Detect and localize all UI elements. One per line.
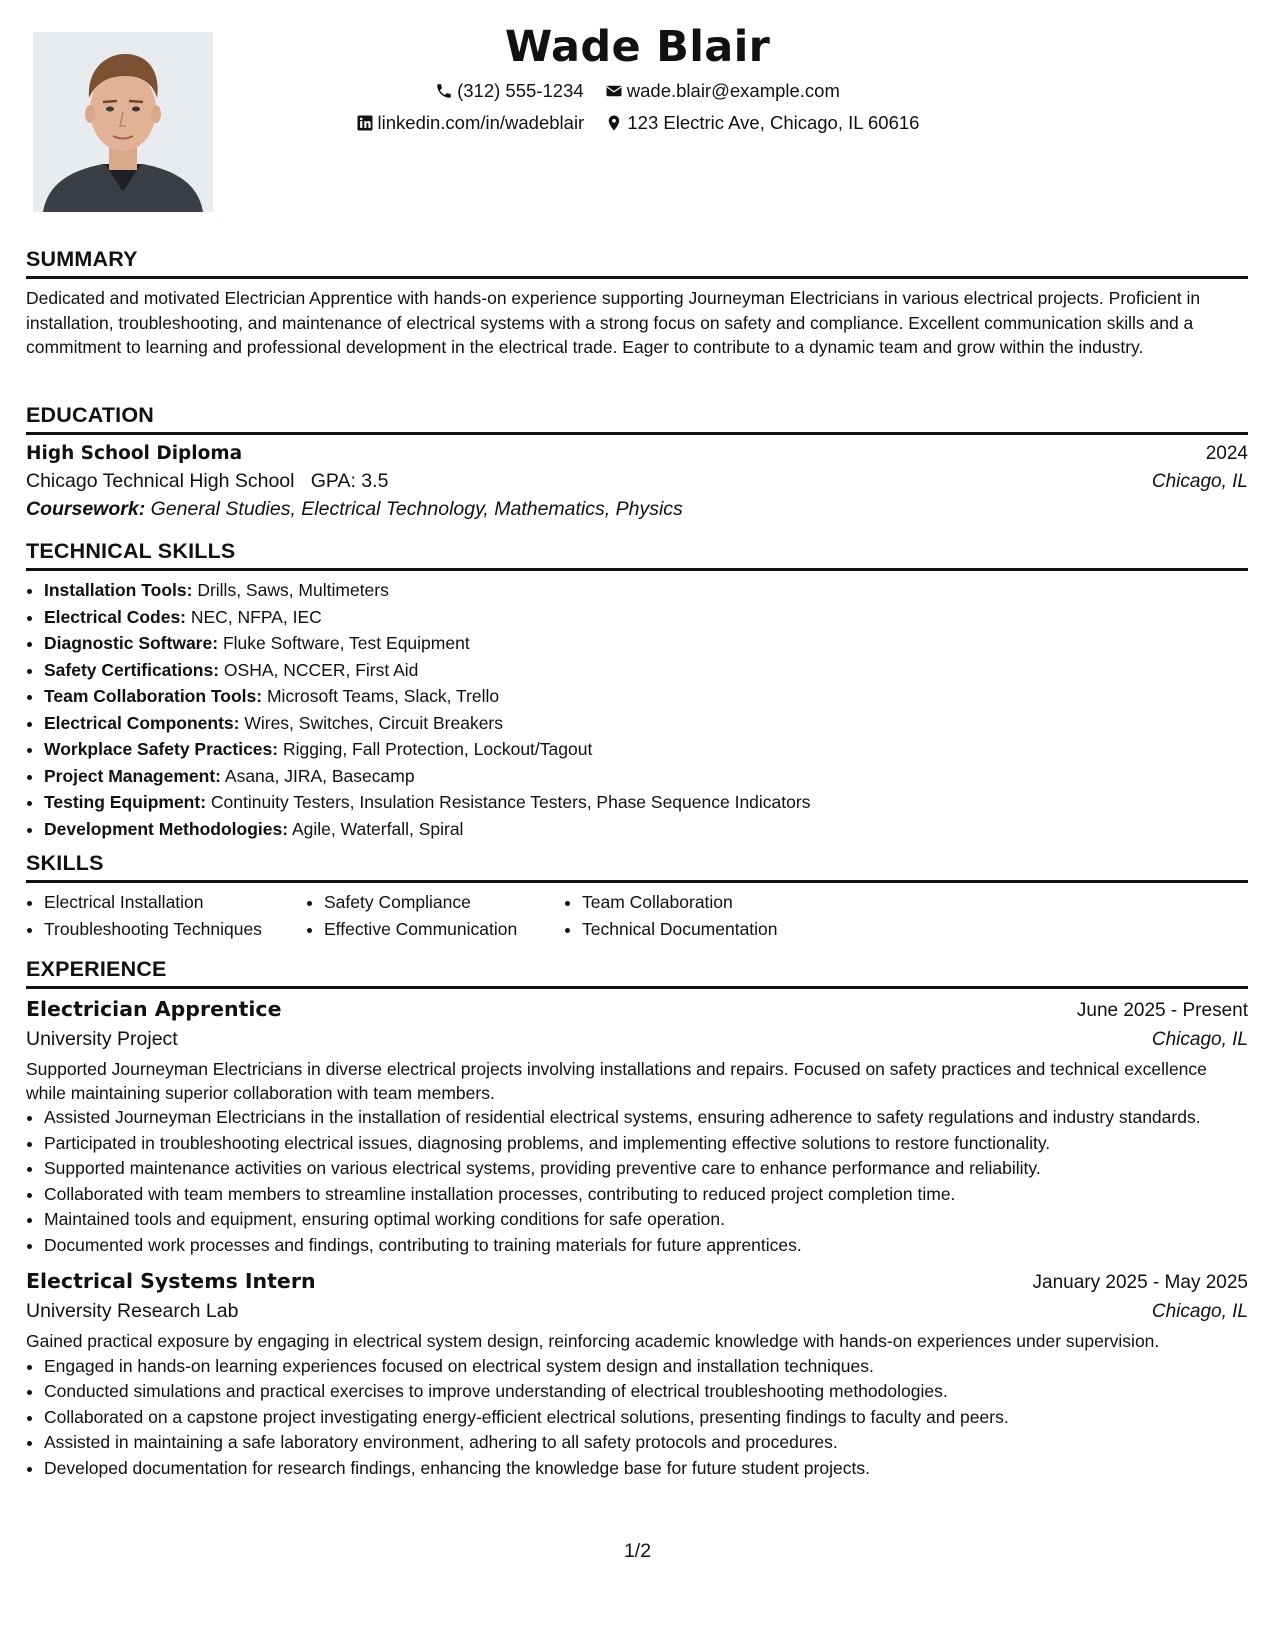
- technical-skill-label: Diagnostic Software:: [44, 633, 219, 653]
- summary-section: [26, 247, 1248, 360]
- skill-item: • Team Collaboration: [582, 889, 842, 916]
- technical-skills-heading: TECHNICAL SKILLS: [26, 539, 1248, 571]
- skills-heading: SKILLS: [26, 851, 1248, 883]
- job-entry: [26, 997, 1248, 1258]
- job-entry: [26, 1269, 1248, 1481]
- technical-skill-value: NEC, NFPA, IEC: [190, 606, 322, 627]
- technical-skill-item: [44, 736, 1248, 763]
- coursework-label: Coursework:: [26, 498, 146, 520]
- school-name: Chicago Technical High School: [26, 470, 295, 492]
- technical-skill-label: Safety Certifications:: [44, 659, 220, 680]
- job-org: University Research Lab: [26, 1300, 239, 1322]
- job-summary: Supported Journeyman Electricians in diverse electrical projects involving installations and repairs. Focused on safety practices and technical excellence while maintaining superior collaboration with team members.: [26, 1059, 1207, 1103]
- job-bullets: [26, 1105, 1248, 1258]
- technical-skill-item: [44, 604, 1248, 631]
- skills-section: [26, 851, 1248, 943]
- skill-item: • Effective Communication: [324, 916, 564, 943]
- degree-title: High School Diploma: [26, 443, 243, 464]
- email-contact[interactable]: [605, 80, 840, 102]
- job-bullet: • Developed documentation for research findings, enhancing the knowledge base for future student projects.: [44, 1456, 1248, 1482]
- phone-text: (312) 555-1234: [457, 80, 584, 101]
- technical-skill-value: Agile, Waterfall, Spiral: [291, 818, 464, 839]
- technical-skill-label: Installation Tools:: [44, 580, 193, 600]
- phone-contact[interactable]: [435, 80, 584, 102]
- job-title-row: [26, 1269, 1248, 1294]
- technical-skill-item: [44, 657, 1248, 684]
- job-dates: June 2025 - Present: [1076, 1000, 1248, 1021]
- address-text: 123 Electric Ave, Chicago, IL 60616: [627, 112, 920, 133]
- education-degree-row: [26, 443, 1248, 465]
- map-marker-icon: [605, 114, 623, 132]
- job-title-row: [26, 997, 1248, 1022]
- technical-skill-value: Microsoft Teams, Slack, Trello: [266, 686, 500, 706]
- technical-skill-label: Team Collaboration Tools:: [44, 686, 263, 706]
- job-bullet: • Maintained tools and equipment, ensuring optimal working conditions for safe operation.: [44, 1207, 1248, 1233]
- job-role: Electrician Apprentice: [26, 997, 282, 1021]
- job-bullet: • Assisted in maintaining a safe laboratory environment, adhering to all safety protocols and procedures.: [44, 1430, 1248, 1456]
- technical-skills-list: [26, 577, 1248, 842]
- technical-skill-value: Continuity Testers, Insulation Resistance Testers, Phase Sequence Indicators: [210, 792, 811, 812]
- skills-columns: [26, 889, 1248, 943]
- phone-icon: [435, 82, 453, 100]
- technical-skill-item: [44, 577, 1248, 604]
- experience-section: [26, 957, 1248, 1481]
- technical-skill-value: Drills, Saws, Multimeters: [197, 580, 389, 600]
- technical-skill-item: [44, 789, 1248, 816]
- job-bullet: • Documented work processes and findings, contributing to training materials for future apprentices.: [44, 1233, 1248, 1259]
- technical-skill-item: [44, 816, 1248, 843]
- experience-heading: EXPERIENCE: [26, 957, 1248, 989]
- technical-skill-value: Wires, Switches, Circuit Breakers: [244, 712, 504, 733]
- job-location: Chicago, IL: [1151, 1301, 1248, 1322]
- job-summary: Gained practical exposure by engaging in electrical system design, reinforcing academic knowledge with hands-on experiences under supervision.: [26, 1331, 1160, 1351]
- technical-skill-label: Electrical Codes:: [44, 606, 186, 627]
- skills-column-2: [306, 889, 564, 943]
- contact-row-2: [0, 112, 1275, 137]
- job-role: Electrical Systems Intern: [26, 1269, 316, 1293]
- technical-skill-label: Electrical Components:: [44, 712, 240, 733]
- technical-skill-label: Development Methodologies:: [44, 818, 289, 839]
- skill-item: • Troubleshooting Techniques: [44, 916, 306, 943]
- linkedin-icon: [356, 114, 374, 132]
- school-location: Chicago, IL: [1151, 471, 1248, 492]
- job-org-row: [26, 1028, 1248, 1051]
- envelope-icon: [605, 82, 623, 100]
- job-bullet: • Collaborated on a capstone project investigating energy-efficient electrical solutions, presenting findings to faculty and peers.: [44, 1405, 1248, 1431]
- degree-year: 2024: [1205, 443, 1248, 464]
- summary-text: Dedicated and motivated Electrician Apprentice with hands-on experience supporting Journeyman Electricians in various electrical projects. Proficient in installation, troubleshooting, and maintenance of electrical systems with a strong focus on safety and compliance. Excellent communication skills and a commitment to learning and professional development in the electrical trade. Eager to contribute to a dynamic team and grow within the industry.: [26, 288, 1201, 357]
- skill-item: • Electrical Installation: [44, 889, 306, 916]
- job-bullet: • Engaged in hands-on learning experiences focused on electrical system design and installation techniques.: [44, 1354, 1248, 1380]
- linkedin-contact[interactable]: [356, 112, 585, 134]
- skill-item: • Technical Documentation: [582, 916, 842, 943]
- skill-item: • Safety Compliance: [324, 889, 564, 916]
- skills-column-1: [26, 889, 306, 943]
- education-school-row: [26, 470, 1248, 493]
- skills-column-3: [564, 889, 842, 943]
- technical-skill-item: [44, 683, 1248, 710]
- education-section: [26, 403, 1248, 521]
- technical-skill-label: Testing Equipment:: [44, 792, 207, 812]
- coursework-list: General Studies, Electrical Technology, Mathematics, Physics: [150, 498, 683, 520]
- job-org-row: [26, 1300, 1248, 1323]
- job-bullet: • Supported maintenance activities on various electrical systems, providing preventive care to enhance performance and reliability.: [44, 1156, 1248, 1182]
- technical-skill-item: [44, 710, 1248, 737]
- job-location: Chicago, IL: [1151, 1029, 1248, 1050]
- summary-heading: SUMMARY: [26, 247, 1248, 279]
- technical-skill-value: Rigging, Fall Protection, Lockout/Tagout: [282, 739, 593, 759]
- school-line: [26, 470, 388, 493]
- technical-skill-value: OSHA, NCCER, First Aid: [223, 659, 419, 680]
- candidate-name: Wade Blair: [504, 22, 771, 72]
- job-dates: January 2025 - May 2025: [1032, 1272, 1248, 1293]
- technical-skill-label: Project Management:: [44, 765, 221, 786]
- job-bullet: • Participated in troubleshooting electrical issues, diagnosing problems, and implementing effective solutions to restore functionality.: [44, 1131, 1248, 1157]
- technical-skill-value: Asana, JIRA, Basecamp: [224, 765, 415, 786]
- education-heading: EDUCATION: [26, 403, 1248, 435]
- coursework-line: [26, 498, 1248, 521]
- page-number: 1/2: [623, 1540, 652, 1562]
- email-text: wade.blair@example.com: [626, 80, 840, 101]
- job-bullet: • Assisted Journeyman Electricians in the installation of residential electrical systems, ensuring adherence to safety regulations and industry standards.: [44, 1105, 1248, 1131]
- technical-skill-value: Fluke Software, Test Equipment: [222, 633, 470, 653]
- job-bullets: [26, 1354, 1248, 1482]
- technical-skill-item: [44, 763, 1248, 790]
- school-gpa: GPA: 3.5: [310, 470, 389, 492]
- technical-skill-item: [44, 630, 1248, 657]
- technical-skills-section: [26, 539, 1248, 842]
- job-org: University Project: [26, 1028, 178, 1050]
- job-bullet: • Conducted simulations and practical exercises to improve understanding of electrical troubleshooting methodologies.: [44, 1379, 1248, 1405]
- address-contact: [605, 112, 919, 134]
- linkedin-text: linkedin.com/in/wadeblair: [377, 112, 585, 133]
- technical-skill-label: Workplace Safety Practices:: [44, 739, 279, 759]
- contact-row-1: [0, 80, 1275, 105]
- job-bullet: • Collaborated with team members to streamline installation processes, contributing to reduced project completion time.: [44, 1182, 1248, 1208]
